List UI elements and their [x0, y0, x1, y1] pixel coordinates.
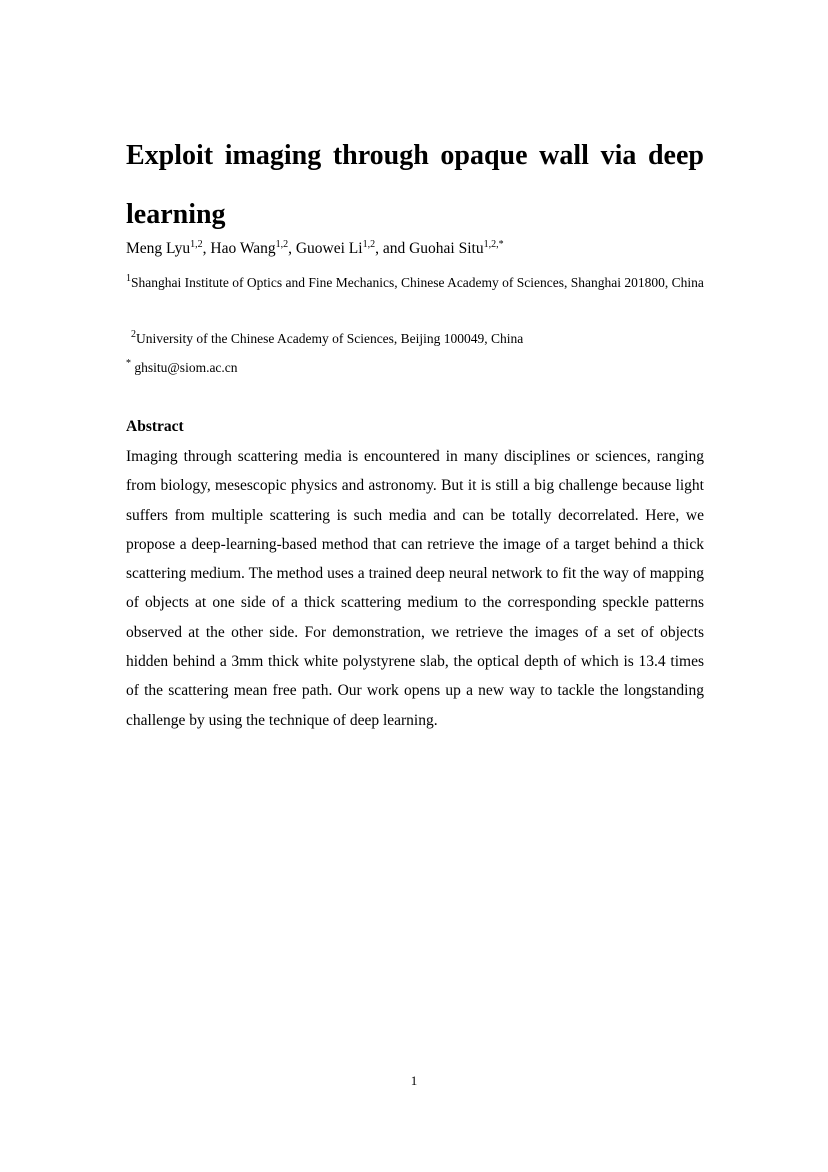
author-name: Hao Wang [210, 240, 276, 257]
author-affiliation-mark: 1,2 [362, 239, 376, 250]
affiliation-mark: 2 [131, 329, 136, 340]
author-separator: , and [375, 240, 410, 257]
author-name: Guohai Situ [409, 240, 484, 257]
author-list [126, 238, 716, 260]
author-separator: , [288, 240, 296, 257]
affiliation-2 [131, 329, 709, 349]
affiliation-text: University of the Chinese Academy of Sciences, Beijing 100049, China [136, 331, 524, 346]
affiliation-mark: 1 [126, 273, 131, 284]
affiliation-text: Shanghai Institute of Optics and Fine Mechanics, Chinese Academy of Sciences, Shanghai 201800, China [131, 275, 704, 290]
author-affiliation-mark: 1,2 [275, 239, 289, 250]
corresponding-mark: * [126, 358, 131, 369]
author-separator: , [202, 240, 211, 257]
page-number: 1 [410, 1073, 418, 1088]
author-affiliation-mark: 1,2 [190, 239, 203, 250]
email-address: ghsitu@siom.ac.cn [134, 360, 238, 375]
affiliation-1 [126, 268, 704, 297]
author-affiliation-mark: 1,2,* [483, 239, 504, 250]
correspondence-email [126, 358, 704, 378]
paper-title: Exploit imaging through opaque wall via deep learning [126, 140, 704, 230]
author-name: Meng Lyu [126, 240, 191, 257]
abstract-heading: Abstract [126, 418, 184, 435]
abstract-text: Imaging through scattering media is encountered in many disciplines or sciences, ranging from biology, mesescopic physics and astronomy. But it is still a big challenge because light suffers from multiple scattering is such media and can be totally decorrelated. Here, we propose a deep-learning-based method that can retrieve the image of a target behind a thick scattering medium. The method uses a trained deep neural network to fit the way of mapping of objects at one side of a thick scattering medium to the corresponding speckle patterns observed at the other side. For demonstration, we retrieve the images of a set of objects hidden behind a 3mm thick white polystyrene slab, the optical depth of which is 13.4 times of the scattering mean free path. Our work opens up a new way to tackle the longstanding challenge by using the technique of deep learning. [126, 448, 704, 729]
author-name: Guowei Li [295, 240, 363, 257]
